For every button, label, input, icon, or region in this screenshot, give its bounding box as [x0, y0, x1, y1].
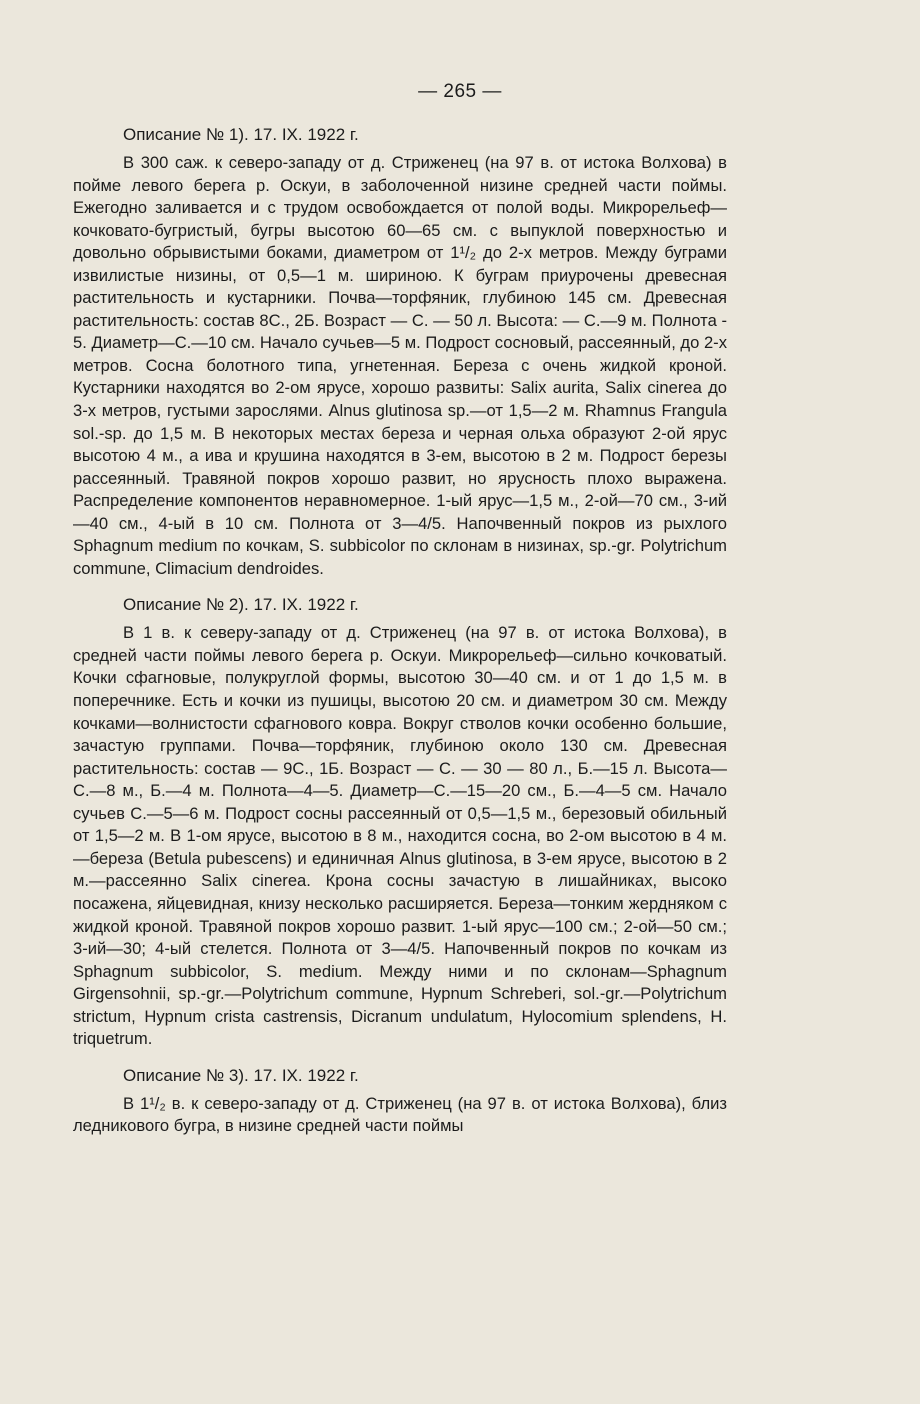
page-content	[73, 118, 727, 1138]
entry-paragraph-2: В 1 в. к северу-западу от д. Стриженец (на 97 в. от истока Волхова), в средней части поймы левого берега р. Оскуи. Микрорельеф—сильно кочковатый. Кочки сфагновые, полукруглой формы, высотою 30—40 см. и от 1 до 1,5 м. в поперечнике. Есть и кочки из пушицы, высотою 20 см. и диаметром 30 см. Между кочками—волнистости сфагнового ковра. Вокруг стволов кочки особенно большие, зачастую группами. Почва—торфяник, глубиною около 130 см. Древесная растительность: состав — 9С., 1Б. Возраст — С. — 30 — 80 л., Б.—15 л. Высота—С.—8 м., Б.—4 м. Полнота—4—5. Диаметр—С.—15—20 см., Б.—4—5 см. Начало сучьев С.—5—6 м. Подрост сосны рассеянный от 0,5—1,5 м., березовый обильный от 1,5—2 м. В 1-ом ярусе, высотою в 8 м., находится сосна, во 2-ом высотою в 4 м.—береза (Betula pubescens) и единичная Alnus glutinosa, в 3-ем ярусе, высотою в 2 м.—рассеянно Salix cinerea. Крона сосны зачастую в лишайниках, высоко посажена, яйцевидная, книзу несколько расширяется. Береза—тонким жердняком с жидкой кроной. Травяной покров хорошо развит. 1-ый ярус—100 см.; 2-ой—50 см.; 3-ий—30; 4-ый стелется. Полнота от 3—4/5. Напочвенный покров по кочкам из Sphagnum subbicolor, S. medium. Между ними и по склонам—Sphagnum Girgensohnii, sp.-gr.—Polytrichum commune, Hypnum Schreberi, sol.-gr.—Polytrichum strictum, Hypnum crista castrensis, Dicranum undulatum, Hylocomium splendens, H. triquetrum.	[73, 623, 727, 1049]
entry-heading-2: Описание № 2). 17. IX. 1922 г.	[123, 595, 359, 615]
page-number: — 265 —	[418, 81, 502, 102]
entry-heading-1: Описание № 1). 17. IX. 1922 г.	[123, 125, 359, 144]
entry-paragraph-3: В 1¹/₂ в. к северо-западу от д. Стриженец (на 97 в. от истока Волхова), близ ледникового бугра, в низине средней части поймы	[73, 1093, 727, 1136]
entry-heading-3: Описание № 3). 17. IX. 1922 г.	[123, 1065, 359, 1085]
entry-paragraph-1: В 300 саж. к северо-западу от д. Стриженец (на 97 в. от истока Волхова) в пойме левого берега р. Оскуи, в заболоченной низине средней части поймы. Ежегодно заливается и с трудом освобождается от полой воды. Микрорельеф—кочковато-бугристый, бугры высотою 60—65 см. с выпуклой поверхностью и довольно обрывистыми боками, диаметром от 1¹/₂ до 2-х метров. Между буграми извилистые низины, от 0,5—1 м. шириною. К буграм приурочены древесная растительность и кустарники. Почва—торфяник, глубиною 145 см. Древесная растительность: состав 8С., 2Б. Возраст — С. — 50 л. Высота: — С.—9 м. Полнота - 5. Диаметр—С.—10 см. Начало сучьев—5 м. Подрост сосновый, рассеянный, до 2-х метров. Сосна болотного типа, угнетенная. Береза с очень жидкой кроной. Кустарники находятся во 2-ом ярусе, хорошо развиты: Salix aurita, Salix cinerea до 3-х метров, густыми зарослями. Alnus glutinosa sp.—от 1,5—2 м. Rhamnus Frangula sol.-sp. до 1,5 м. В некоторых местах береза и черная ольха образуют 2-ой ярус высотою 4 м., а ива и крушина находятся в 3-ем, высотою в 2 м. Подрост березы рассеянный. Травяной покров хорошо развит, но ярусность плохо выражена. Распределение компонентов неравномерное. 1-ый ярус—1,5 м., 2-ой—70 см., 3-ий—40 см., 4-ый в 10 см. Полнота от 3—4/5. Напочвенный покров из рыхлого Sphagnum medium по кочкам, S. subbicolor по склонам в низинах, sp.-gr. Polytrichum commune, Climacium dendroides.	[73, 153, 727, 578]
